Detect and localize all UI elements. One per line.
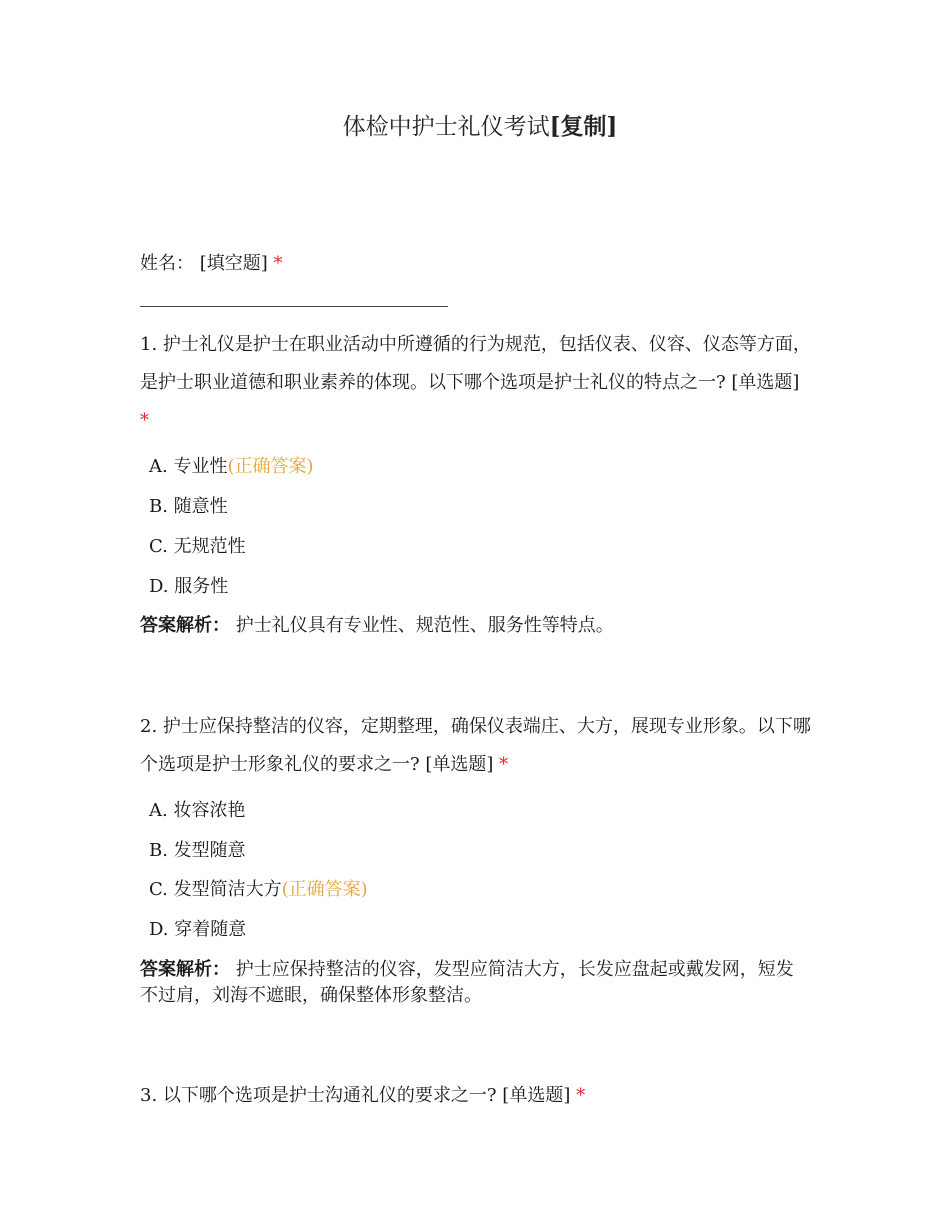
required-mark: *: [140, 410, 149, 431]
option-text: C. 发型简洁大方: [149, 879, 282, 900]
name-type: [填空题]: [199, 253, 268, 274]
q2-analysis: [140, 957, 810, 1009]
name-label: 姓名：: [140, 253, 194, 274]
question-text: 以下哪个选项是护士沟通礼仪的要求之一?: [162, 1085, 497, 1106]
q2-option-b[interactable]: [149, 839, 246, 863]
q1-option-c[interactable]: [149, 535, 246, 559]
option-text: A. 妆容浓艳: [149, 800, 246, 821]
question-2: [140, 708, 812, 784]
option-text: D. 服务性: [149, 576, 229, 597]
analysis-text: 护士礼仪具有专业性、规范性、服务性等特点。: [235, 615, 614, 636]
q1-option-a[interactable]: [149, 455, 314, 479]
option-text: A. 专业性: [149, 456, 228, 477]
required-mark: *: [499, 754, 509, 775]
question-type: [单选题]: [731, 372, 800, 393]
question-text: 护士应保持整洁的仪容，定期整理，确保仪表端庄、大方，展现专业形象。以下哪个选项是护士形象礼仪的要求之一?: [140, 716, 811, 775]
q2-option-d[interactable]: [149, 918, 246, 942]
required-mark: *: [273, 253, 283, 274]
name-question: [140, 252, 283, 276]
page-title: [0, 112, 950, 142]
question-3: [140, 1077, 812, 1115]
correct-answer-tag: (正确答案): [281, 879, 368, 900]
q2-option-a[interactable]: [149, 799, 245, 823]
name-input-line[interactable]: [140, 306, 448, 307]
question-type: [单选题]: [425, 754, 494, 775]
question-number: 2.: [140, 716, 163, 737]
question-type: [单选题]: [502, 1085, 571, 1106]
q1-option-b[interactable]: [149, 495, 228, 519]
correct-answer-tag: (正确答案): [227, 456, 314, 477]
question-text: 护士礼仪是护士在职业活动中所遵循的行为规范，包括仪表、仪容、仪态等方面，是护士职业道德和职业素养的体现。以下哪个选项是护士礼仪的特点之一?: [140, 334, 811, 393]
option-text: B. 随意性: [149, 496, 228, 517]
page-title-text: 体检中护士礼仪考试: [342, 114, 550, 140]
question-1: [140, 326, 812, 440]
analysis-label: 答案解析：: [140, 959, 230, 980]
q1-analysis: [140, 613, 810, 639]
analysis-text: 护士应保持整洁的仪容，发型应简洁大方，长发应盘起或戴发网，短发不过肩，刘海不遮眼，确保整体形象整洁。: [140, 959, 794, 1006]
q2-option-c[interactable]: [149, 878, 368, 902]
required-mark: *: [576, 1085, 586, 1106]
page-title-suffix: [复制]: [549, 113, 618, 140]
question-number: 3.: [140, 1085, 163, 1106]
q1-option-d[interactable]: [149, 575, 228, 599]
question-number: 1.: [140, 334, 163, 355]
option-text: D. 穿着随意: [149, 919, 247, 940]
analysis-label: 答案解析：: [140, 615, 230, 636]
option-text: C. 无规范性: [149, 536, 246, 557]
option-text: B. 发型随意: [149, 840, 246, 861]
